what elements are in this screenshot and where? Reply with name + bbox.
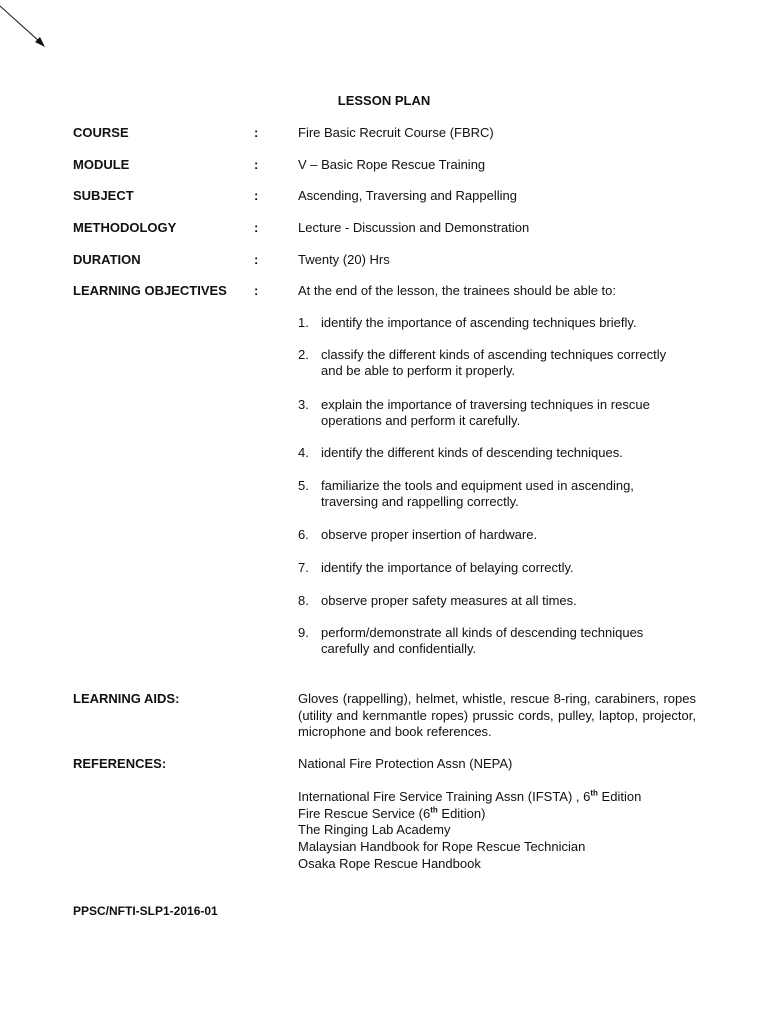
objective-text: familiarize the tools and equipment used in ascending, <box>321 478 634 493</box>
duration-label: DURATION <box>73 252 141 267</box>
objective-number: 7. <box>298 560 309 575</box>
objective-number: 5. <box>298 478 309 493</box>
field-colon: : <box>254 252 259 267</box>
objective-text: carefully and confidentially. <box>321 641 477 656</box>
objective-text: observe proper safety measures at all times. <box>321 593 577 608</box>
learning-aids-text: Gloves (rappelling), helmet, whistle, rescue 8-ring, carabiners, ropes (utility and kernmantle ropes) prussic cords, pulley, laptop, projector, microphone and book references. <box>298 691 696 739</box>
corner-arrow-mark <box>0 0 60 60</box>
objective-text: observe proper insertion of hardware. <box>321 527 538 542</box>
objective-number: 1. <box>298 315 309 330</box>
objective-text: perform/demonstrate all kinds of descending techniques <box>321 625 644 640</box>
subject-label: SUBJECT <box>73 188 134 203</box>
field-colon: : <box>254 283 259 298</box>
reference-item: The Ringing Lab Academy <box>298 822 451 837</box>
reference-item: National Fire Protection Assn (NEPA) <box>298 756 513 771</box>
course-value: Fire Basic Recruit Course (FBRC) <box>298 125 494 140</box>
references-label: REFERENCES: <box>73 756 167 771</box>
page-title: LESSON PLAN <box>337 93 431 108</box>
objective-text: operations and perform it carefully. <box>321 413 521 428</box>
reference-item: International Fire Service Training Assn (IFSTA) , 6th Edition <box>298 788 642 804</box>
objective-number: 6. <box>298 527 309 542</box>
learning-objectives-intro: At the end of the lesson, the trainees should be able to: <box>298 283 616 298</box>
objective-text: explain the importance of traversing techniques in rescue <box>321 397 650 412</box>
learning-objectives-label: LEARNING OBJECTIVES <box>73 283 227 298</box>
module-value: V – Basic Rope Rescue Training <box>298 157 486 172</box>
objective-number: 4. <box>298 445 309 460</box>
reference-item: Osaka Rope Rescue Handbook <box>298 856 481 871</box>
objective-text: classify the different kinds of ascending techniques correctly <box>321 347 667 362</box>
methodology-label: METHODOLOGY <box>73 220 177 235</box>
objective-text: traversing and rappelling correctly. <box>321 494 519 509</box>
document-code: PPSC/NFTI-SLP1-2016-01 <box>73 904 218 918</box>
reference-item: Malaysian Handbook for Rope Rescue Technician <box>298 839 586 854</box>
subject-value: Ascending, Traversing and Rappelling <box>298 188 517 203</box>
objective-number: 8. <box>298 593 309 608</box>
objective-text: and be able to perform it properly. <box>321 363 516 378</box>
field-colon: : <box>254 188 259 203</box>
learning-aids-label: LEARNING AIDS: <box>73 691 180 706</box>
objective-text: identify the different kinds of descending techniques. <box>321 445 623 460</box>
objective-text: identify the importance of ascending techniques briefly. <box>321 315 637 330</box>
methodology-value: Lecture - Discussion and Demonstration <box>298 220 530 235</box>
objective-number: 2. <box>298 347 309 362</box>
reference-item: Fire Rescue Service (6th Edition) <box>298 805 486 821</box>
objective-text: identify the importance of belaying correctly. <box>321 560 574 575</box>
objective-number: 9. <box>298 625 309 640</box>
field-colon: : <box>254 220 259 235</box>
objective-number: 3. <box>298 397 309 412</box>
field-colon: : <box>254 157 259 172</box>
module-label: MODULE <box>73 157 130 172</box>
duration-value: Twenty (20) Hrs <box>298 252 390 267</box>
course-label: COURSE <box>73 125 129 140</box>
field-colon: : <box>254 125 259 140</box>
